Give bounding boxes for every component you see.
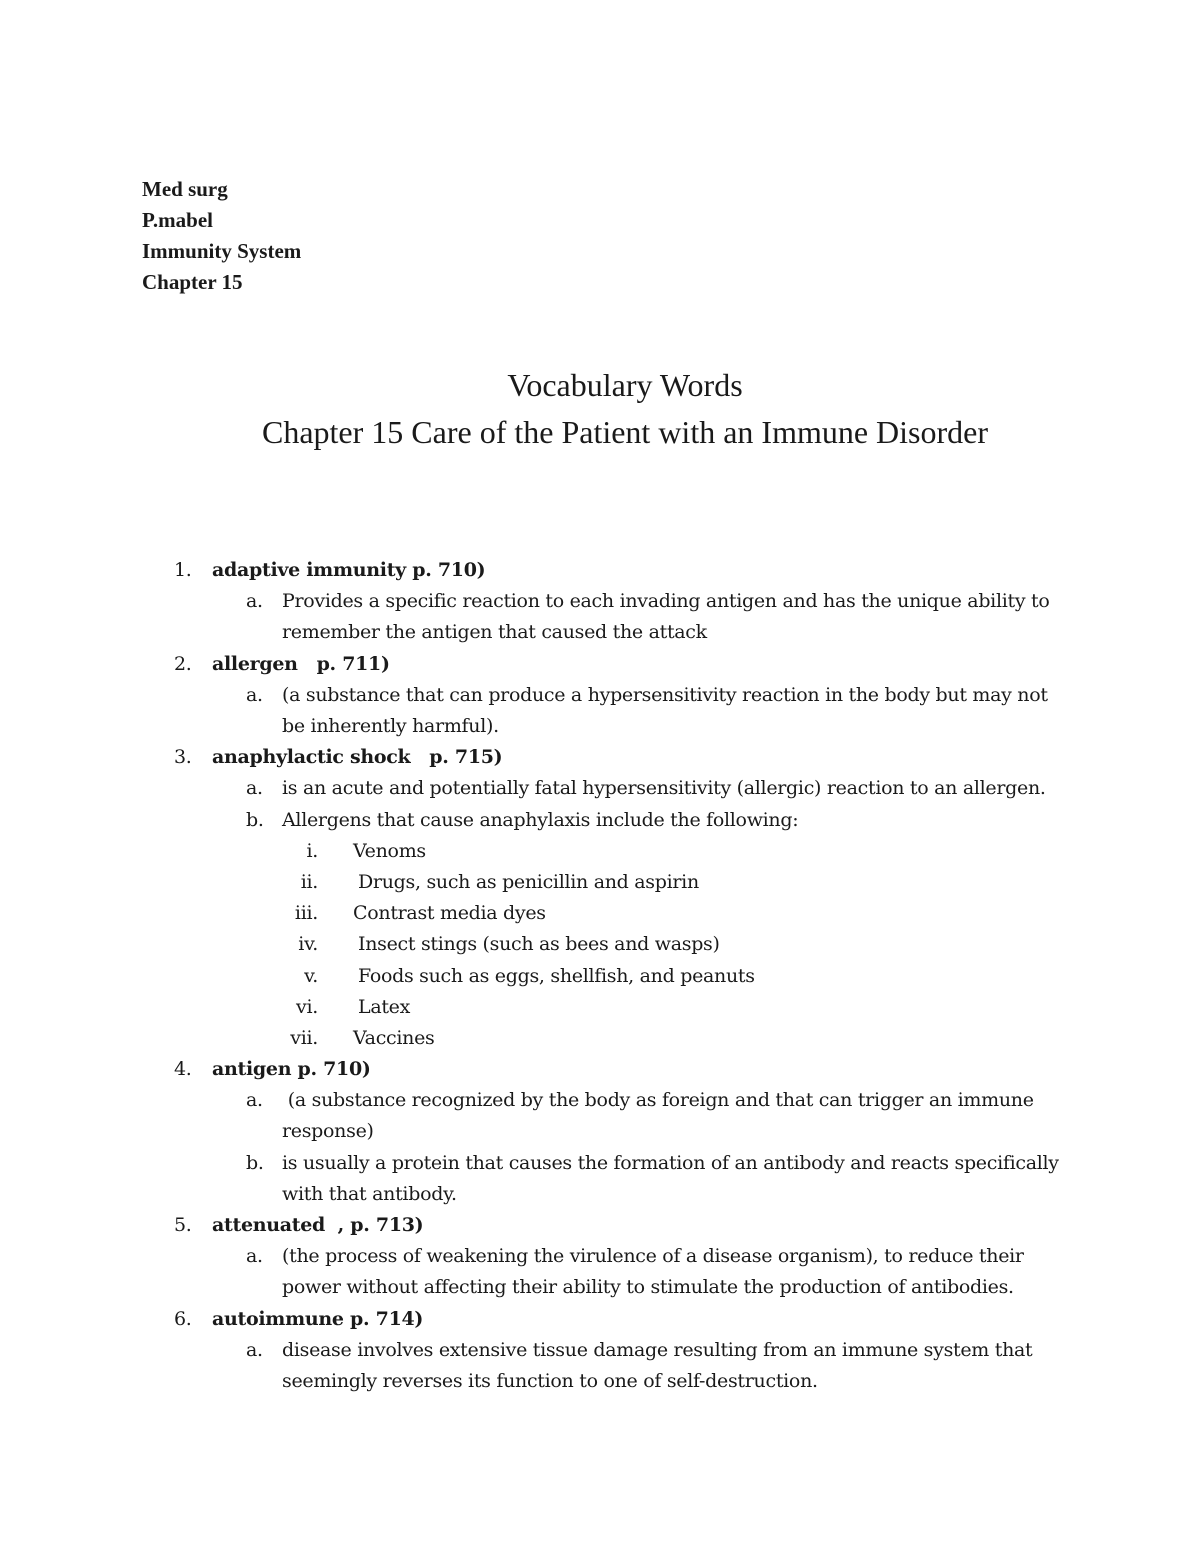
term-definition	[0, 1241, 1200, 1303]
subitem-marker: ii.	[300, 870, 318, 893]
subitem-text: Vaccines	[353, 1026, 435, 1049]
definition-text: (the process of weakening the virulence of a disease organism), to reduce their power without affecting their ability to stimulate the production of antibodies.	[282, 1245, 1024, 1299]
subitem-text: Latex	[358, 995, 411, 1018]
term-name: antigen p. 710)	[212, 1058, 371, 1081]
definition-marker: a.	[246, 1089, 263, 1112]
vocab-term	[0, 1054, 1200, 1085]
term-definition	[0, 680, 1200, 742]
author-name: P.mabel	[142, 208, 213, 232]
subitem-text: Venoms	[353, 839, 426, 862]
definition-marker: b.	[246, 808, 264, 831]
term-name: attenuated , p. 713)	[212, 1214, 424, 1237]
course-name: Med surg	[142, 177, 228, 201]
allergen-subitem	[0, 1023, 1200, 1054]
definition-marker: a.	[246, 777, 263, 800]
subitem-marker: i.	[306, 839, 318, 862]
term-name: anaphylactic shock p. 715)	[212, 746, 503, 769]
subitem-marker: iii.	[294, 902, 318, 925]
topic-name: Immunity System	[142, 239, 302, 263]
term-number: 2.	[174, 652, 192, 675]
definition-marker: a.	[246, 590, 263, 613]
allergen-subitem	[0, 992, 1200, 1023]
term-number: 3.	[174, 746, 192, 769]
subitem-marker: vii.	[290, 1026, 318, 1049]
subitem-text: Foods such as eggs, shellfish, and peanuts	[358, 964, 755, 987]
term-definition	[0, 1335, 1200, 1397]
definition-text: (a substance recognized by the body as foreign and that can trigger an immune response)	[282, 1089, 1040, 1143]
definition-text: Allergens that cause anaphylaxis include the following:	[282, 808, 799, 831]
definition-marker: a.	[246, 1338, 263, 1361]
definition-text: is an acute and potentially fatal hypersensitivity (allergic) reaction to an allergen.	[282, 777, 1046, 800]
definition-marker: a.	[246, 683, 263, 706]
vocab-term	[0, 1210, 1200, 1241]
definition-marker: a.	[246, 1245, 263, 1268]
title-line-1: Vocabulary Words	[507, 367, 743, 403]
allergen-subitem	[0, 867, 1200, 898]
subitem-marker: iv.	[298, 933, 318, 956]
vocab-term	[0, 1304, 1200, 1335]
subitem-text: Contrast media dyes	[353, 902, 546, 925]
allergen-subitem	[0, 836, 1200, 867]
term-number: 4.	[174, 1058, 192, 1081]
subitem-text: Insect stings (such as bees and wasps)	[358, 933, 720, 956]
allergen-subitem	[0, 929, 1200, 960]
term-name: autoimmune p. 714)	[212, 1307, 424, 1330]
subitem-marker: vi.	[296, 995, 318, 1018]
subitem-text: Drugs, such as penicillin and aspirin	[358, 870, 699, 893]
allergen-subitem	[0, 898, 1200, 929]
vocab-term	[0, 742, 1200, 773]
term-number: 5.	[174, 1214, 192, 1237]
definition-text: is usually a protein that causes the formation of an antibody and reacts specifically with that antibody.	[282, 1151, 1059, 1205]
vocab-term	[0, 649, 1200, 680]
term-definition	[0, 805, 1200, 836]
chapter-label: Chapter 15	[142, 270, 243, 294]
definition-text: (a substance that can produce a hypersensitivity reaction in the body but may not be inherently harmful).	[282, 683, 1048, 737]
vocabulary-list	[0, 555, 1200, 1397]
term-definition	[0, 1085, 1200, 1147]
term-name: adaptive immunity p. 710)	[212, 559, 486, 581]
term-name: allergen p. 711)	[212, 652, 390, 675]
document-header	[142, 174, 301, 298]
definition-text: disease involves extensive tissue damage resulting from an immune system that seemingly reverses its function to one of self-destruction.	[282, 1338, 1033, 1393]
term-definition	[0, 773, 1200, 804]
document-title	[0, 362, 1200, 456]
subitem-marker: v.	[304, 964, 318, 987]
title-line-2: Chapter 15 Care of the Patient with an Immune Disorder	[261, 414, 989, 450]
definition-text: Provides a specific reaction to each invading antigen and has the unique ability to remember the antigen that caused the attack	[282, 590, 1050, 644]
term-number: 1.	[174, 559, 192, 581]
term-number: 6.	[174, 1307, 192, 1330]
allergen-subitem	[0, 961, 1200, 992]
term-definition	[0, 1148, 1200, 1210]
vocab-term	[0, 555, 1200, 586]
term-definition	[0, 586, 1200, 648]
definition-marker: b.	[246, 1151, 264, 1174]
